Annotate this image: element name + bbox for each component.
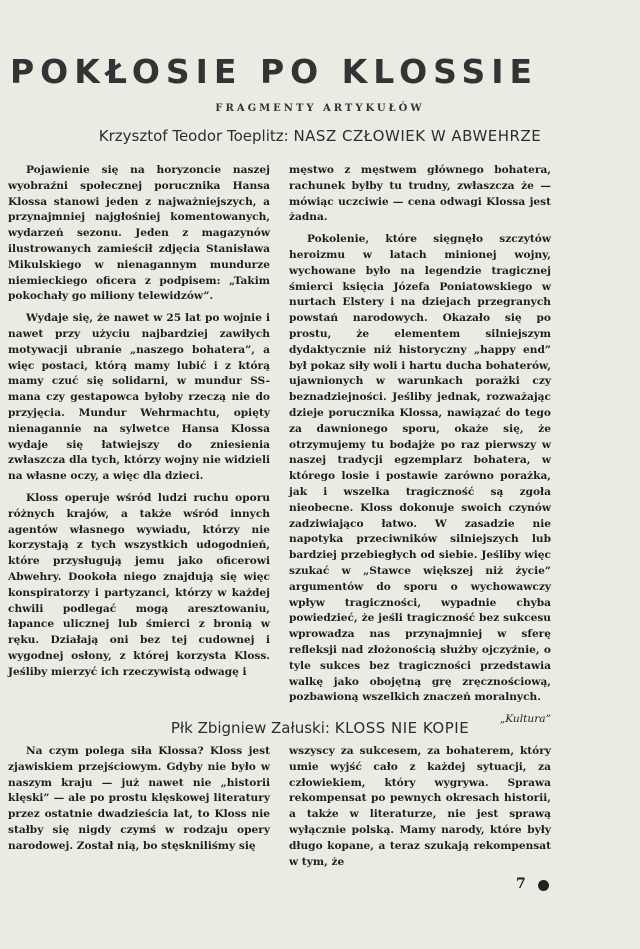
page-number: 7 xyxy=(516,876,526,892)
article1-author: Krzysztof Teodor Toeplitz: xyxy=(98,127,289,145)
article1-title: NASZ CZŁOWIEK W ABWEHRZE xyxy=(293,127,542,145)
article2-heading xyxy=(0,719,640,737)
article2-right-column xyxy=(289,744,551,876)
article2-author: Płk Zbigniew Załuski: xyxy=(170,719,330,737)
page-subtitle: FRAGMENTY ARTYKUŁÓW xyxy=(215,103,425,114)
article1-left-column xyxy=(8,163,270,687)
article1-left-paragraph-1: Pojawienie się na horyzoncie naszej wyobraźni społecznej porucznika Hansa Klossa stanowi jeden z najważniejszych, a przynajmniej najgłośniej komentowanych, wydarzeń sezonu. Jeden z magazynów ilustrowanych zamieścił zdjęcia Stanisława Mikulskiego w nienagannym mundurze niemieckiego oficera z podpisem: „Takim pokochały go miliony telewidzów”. xyxy=(8,164,270,303)
article1-right-paragraph-1: męstwo z męstwem głównego bohatera, rachunek byłby tu trudny, zwłaszcza że — mówiąc uczciwie — cena odwagi Klossa jest żadna. xyxy=(289,164,551,224)
article1-left-paragraph-2: Wydaje się, że nawet w 25 lat po wojnie i nawet przy użyciu najbardziej zawiłych motywacji ubranie „naszego bohatera”, a więc postaci, którą mamy lubić i z którą mamy czuć się solidarni, w mundur SS-mana czy gestapowca byłoby rzeczą nie do przyjęcia. Mundur Wehrmachtu, opięty nienagannie na sylwetce Hansa Klossa wydaje się łatwiejszy do zniesienia zwłaszcza dla tych, którzy wojny nie widzieli na własne oczy, a więc dla dzieci. xyxy=(8,312,270,483)
article2-left-paragraph-1: Na czym polega siła Klossa? Kloss jest zjawiskiem przejściowym. Gdyby nie było w naszym kraju — już nawet nie „historii klęski” — ale po prostu klęskowej literatury przez ostatnie dwadzieścia lat, to Kloss nie stałby się nigdy czymś w rodzaju opery narodowej. Został nią, bo stęskniliśmy się xyxy=(8,745,270,852)
article2-left-column xyxy=(8,744,270,861)
page-number-dot-icon xyxy=(538,880,549,891)
article1-right-paragraph-2: Pokolenie, które sięgnęło szczytów heroizmu w latach minionej wojny, wychowane było na legendzie tragicznej śmierci księcia Józefa Poniatowskiego w nurtach Elstery i na dziejach przegranych powstań narodowych. Okazało się po prostu, że elementem silniejszym dydaktycznie niż historyczny „happy end” był pokaz siły woli i hartu ducha bohaterów, ujawnionych w warunkach porażki czy beznadziejności. Jeśliby jednak, rozważając dzieje porucznika Klossa, nawiązać do tego za dawnionego sporu, okaże się, że otrzymujemy tu bodajże po raz pierwszy w naszej tradycji egzemplarz bohatera, w którego losie i postawie zarówno porażka, jak i wszelka tragiczność są zgoła nieobecne. Kloss dokonuje swoich czynów zadziwiająco łatwo. W zasadzie nie napotyka przeciwników silniejszych lub bardziej przebiegłych od siebie. Jeśliby więc szukać w „Stawce większej niż życie” argumentów do sporu o wychowawczy wpływ tragiczności, wypadnie chyba powiedzieć, że jeśli tragiczność bez sukcesu wprowadza nas przynajmniej w sferę refleksji nad złożonością służby ojczyźnie, o tyle sukces bez tragiczności przedstawia walkę jako obojętną grę zręcznościową, pozbawioną wszelkich znaczeń moralnych. xyxy=(289,233,551,704)
article2-title: KLOSS NIE KOPIE xyxy=(334,719,470,737)
article1-source: „Kultura” xyxy=(499,713,551,726)
page-title: POKŁOSIE PO KLOSSIE xyxy=(10,52,539,91)
article1-left-paragraph-3: Kloss operuje wśród ludzi ruchu oporu różnych krajów, a także wśród innych agentów własnego wywiadu, którzy nie korzystają z tych wszystkich udogodnień, które przysługują jemu jako oficerowi Abwehry. Dookoła niego znajdują się więc konspiratorzy i partyzanci, którzy w każdej chwili podlegać mogą aresztowaniu, łapance ulicznej lub śmierci z bronią w ręku. Działają oni bez tej cudownej i wygodnej osłony, z której korzysta Kloss. Jeśliby mierzyć ich rzeczywistą odwagę i xyxy=(8,491,270,678)
article2-right-paragraph-1: wszyscy za sukcesem, za bohaterem, który umie wyjść cało z każdej sytuacji, za człowiekiem, który wygrywa. Sprawa rekompensat po pewnych okresach historii, a także w literaturze, nie jest sprawą wyłącznie polską. Mamy narody, które były długo kopane, a teraz szukają rekompensat w tym, że xyxy=(289,745,551,868)
article1-heading xyxy=(0,127,640,145)
article1-right-column xyxy=(289,163,551,734)
